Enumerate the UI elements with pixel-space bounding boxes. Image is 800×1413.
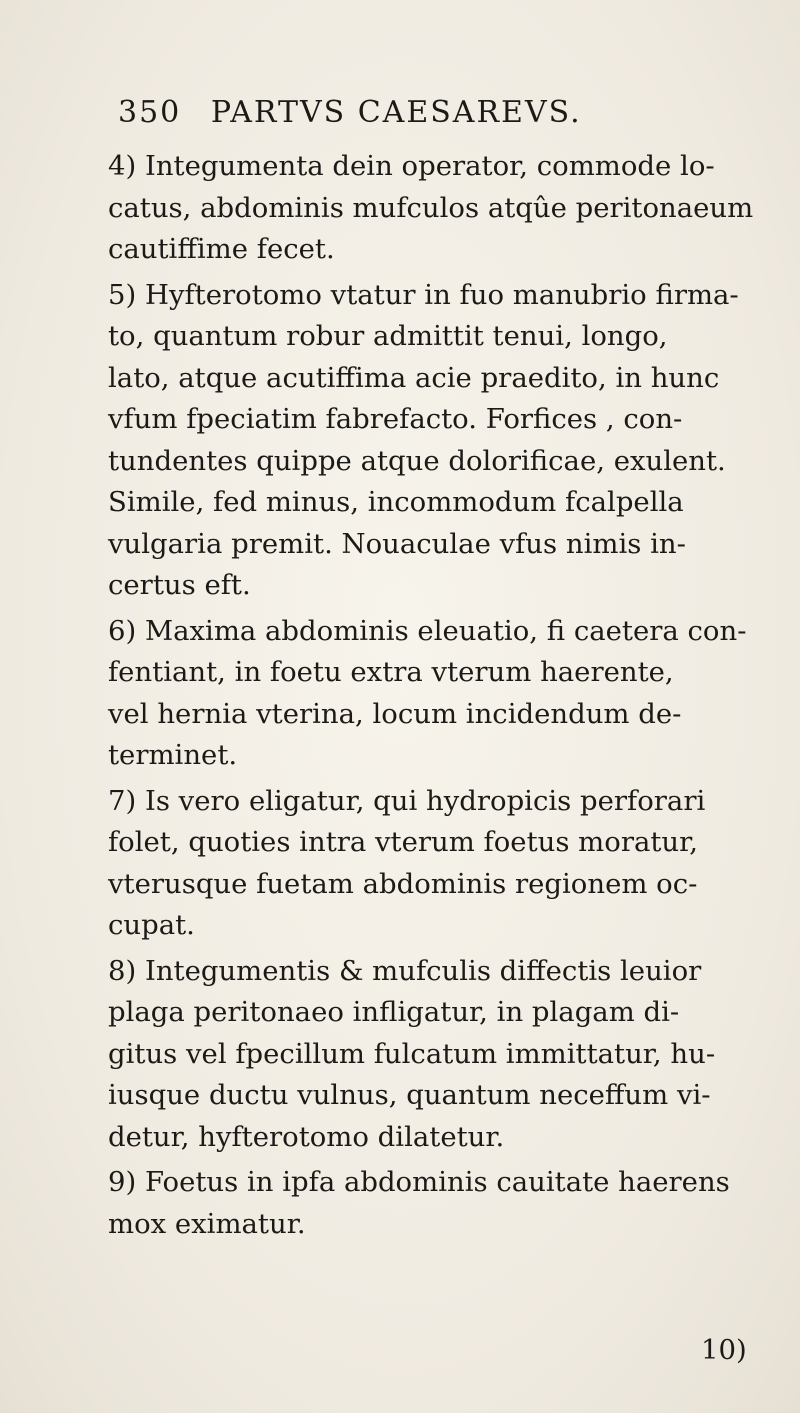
- text-line: iusque ductu vulnus, quantum neceffum vi-: [108, 1079, 711, 1111]
- text-line: 9) Foetus in ipfa abdominis cauitate haerens: [108, 1166, 730, 1198]
- page-number: 350: [118, 95, 182, 130]
- text-line: 4) Integumenta dein operator, commode lo-: [108, 150, 715, 182]
- text-line: vel hernia vterina, locum incidendum de-: [108, 697, 682, 730]
- text-line: mox eximatur.: [108, 1207, 306, 1240]
- running-title: PARTVS CAESAREVS.: [210, 95, 582, 130]
- text-line: fentiant, in foetu extra vterum haerente,: [108, 656, 674, 688]
- text-line: Simile, fed minus, incommodum fcalpella: [108, 486, 684, 518]
- catchword: 10): [701, 1334, 747, 1366]
- text-line: cupat.: [108, 909, 195, 941]
- text-line: gitus vel fpecillum fulcatum immittatur, hu-: [108, 1037, 716, 1070]
- paragraph-8: [108, 951, 788, 1159]
- text-line: vulgaria premit. Nouaculae vfus nimis in-: [108, 527, 686, 560]
- text-line: vterusque fuetam abdominis regionem oc-: [108, 867, 698, 900]
- text-line: certus eft.: [108, 569, 251, 601]
- text-line: terminet.: [108, 739, 238, 771]
- paragraph-9: [108, 1162, 788, 1245]
- text-line: plaga peritonaeo infligatur, in plagam di-: [108, 996, 680, 1028]
- running-header: [118, 95, 582, 130]
- text-line: folet, quoties intra vterum foetus moratur,: [108, 826, 698, 858]
- page-body: [108, 146, 788, 1249]
- text-line: 5) Hyfterotomo vtatur in fuo manubrio firma-: [108, 278, 739, 311]
- text-line: 6) Maxima abdominis eleuatio, fi caetera con-: [108, 614, 747, 647]
- text-line: to, quantum robur admittit tenui, longo,: [108, 320, 668, 352]
- paragraph-7: [108, 781, 788, 947]
- text-line: vfum fpeciatim fabrefacto. Forfices , con-: [108, 403, 683, 435]
- text-line: lato, atque acutiffima acie praedito, in hunc: [108, 361, 720, 394]
- text-line: 7) Is vero eligatur, qui hydropicis perforari: [108, 784, 706, 817]
- paragraph-4: [108, 146, 788, 271]
- paragraph-5: [108, 275, 788, 607]
- text-line: detur, hyfterotomo dilatetur.: [108, 1120, 505, 1153]
- paragraph-6: [108, 611, 788, 777]
- text-line: cautiffime fecet.: [108, 233, 335, 265]
- text-line: catus, abdominis mufculos atqûe peritonaeum: [108, 191, 754, 224]
- text-line: 8) Integumentis & mufculis diffectis leuior: [108, 954, 702, 987]
- text-line: tundentes quippe atque dolorificae, exulent.: [108, 444, 726, 477]
